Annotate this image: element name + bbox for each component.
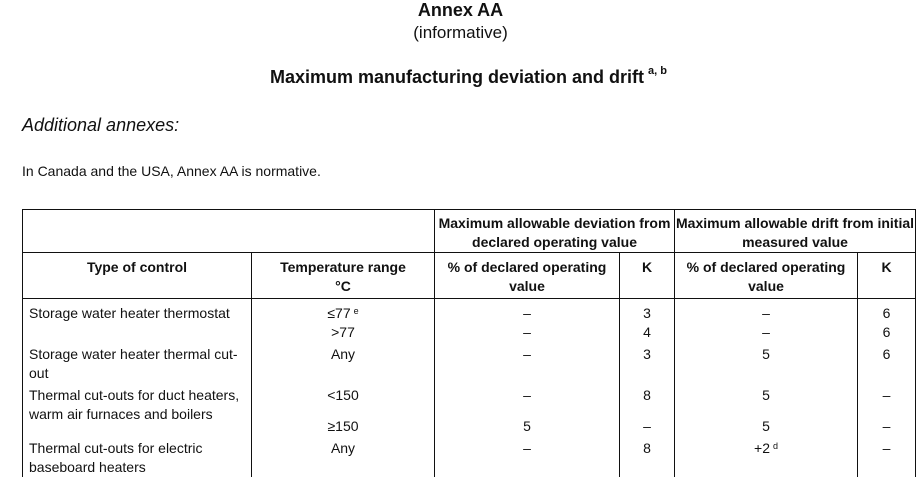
header-k-drift: K (858, 253, 916, 299)
cell-value: ≤77 (327, 305, 351, 321)
cell-value: 5 (523, 418, 531, 434)
cell-value: 3 (643, 346, 651, 362)
cell-value: 6 (882, 346, 891, 362)
cell-line (675, 417, 857, 436)
cell-type-of-control: Storage water heater thermal cut-out (23, 342, 252, 383)
cell-value: ≥150 (327, 418, 359, 434)
cell-k-drift (858, 299, 916, 343)
table-row (23, 342, 916, 383)
cell-line (620, 417, 674, 436)
table-row (23, 436, 916, 477)
cell-pct-deviation (435, 342, 620, 383)
temp-header-line2: °C (335, 278, 351, 294)
cell-k-drift (858, 342, 916, 383)
cell-line (858, 323, 915, 342)
cell-type-of-control: Storage water heater thermostat (23, 299, 252, 343)
cell-pct-deviation (435, 436, 620, 477)
header-k-deviation: K (620, 253, 675, 299)
cell-pct-deviation (435, 383, 620, 436)
table-row (23, 383, 916, 436)
cell-line (620, 345, 674, 364)
cell-value: 8 (643, 440, 651, 456)
cell-line (435, 439, 619, 458)
header-temperature-range (252, 253, 435, 299)
footnote-ref: e (353, 306, 359, 316)
cell-value: – (882, 440, 891, 456)
table-body (23, 299, 916, 478)
temp-header-line1: Temperature range (280, 259, 406, 275)
cell-pct-drift (675, 299, 858, 343)
additional-annexes-label: Additional annexes: (22, 115, 180, 135)
cell-pct-drift (675, 436, 858, 477)
header-type-of-control: Type of control (23, 253, 252, 299)
cell-temperature-range (252, 342, 435, 383)
cell-line (675, 345, 857, 364)
cell-value: 6 (882, 324, 891, 340)
annex-heading (8, 67, 921, 88)
cell-line (675, 439, 857, 458)
cell-line (858, 439, 915, 458)
cell-line (252, 386, 434, 405)
deviation-drift-table (22, 209, 916, 477)
cell-value: – (643, 418, 651, 434)
cell-line (675, 304, 857, 323)
annex-subtitle: (informative) (413, 23, 508, 42)
header-blank (23, 210, 435, 253)
cell-line (675, 386, 857, 405)
heading-text: Maximum manufacturing deviation and drift (270, 67, 645, 87)
cell-line (435, 345, 619, 364)
heading-footnote-refs: a, b (648, 65, 667, 77)
cell-k-deviation (620, 383, 675, 436)
cell-value: Any (330, 346, 356, 362)
annex-title: Annex AA (417, 0, 504, 20)
cell-type-of-control: Thermal cut-outs for duct heaters, warm air furnaces and boilers (23, 383, 252, 436)
cell-k-drift (858, 436, 916, 477)
cell-value: >77 (331, 324, 355, 340)
cell-value: – (523, 440, 531, 456)
header-group-drift: Maximum allowable drift from initial measured value (675, 210, 916, 253)
table-row (23, 299, 916, 343)
header-pct-deviation: % of declared operating value (435, 253, 620, 299)
cell-line (620, 304, 674, 323)
cell-line (252, 304, 434, 323)
cell-k-deviation (620, 299, 675, 343)
footnote-ref: d (772, 441, 778, 451)
cell-line (858, 417, 915, 436)
cell-value: Any (330, 440, 356, 456)
normative-note: In Canada and the USA, Annex AA is normative. (22, 163, 321, 179)
cell-line (435, 386, 619, 405)
cell-value: 5 (762, 418, 770, 434)
cell-value: +2 (754, 440, 770, 456)
cell-value: – (762, 324, 770, 340)
cell-line (435, 417, 619, 436)
cell-line (252, 439, 434, 458)
cell-value: 3 (643, 305, 651, 321)
cell-line (858, 386, 915, 405)
cell-value: – (523, 324, 531, 340)
cell-value: – (523, 346, 531, 362)
cell-pct-deviation (435, 299, 620, 343)
cell-line (620, 439, 674, 458)
cell-temperature-range (252, 436, 435, 477)
cell-line (435, 304, 619, 323)
cell-value: <150 (327, 387, 359, 403)
cell-line (252, 345, 434, 364)
cell-k-drift (858, 383, 916, 436)
cell-value: – (762, 305, 770, 321)
cell-pct-drift (675, 342, 858, 383)
cell-line (620, 323, 674, 342)
cell-value: 5 (762, 346, 770, 362)
cell-line (675, 323, 857, 342)
cell-value: 4 (643, 324, 651, 340)
cell-temperature-range (252, 299, 435, 343)
cell-value: 5 (762, 387, 770, 403)
cell-type-of-control: Thermal cut-outs for electric baseboard heaters (23, 436, 252, 477)
cell-k-deviation (620, 342, 675, 383)
cell-line (252, 417, 434, 436)
cell-value: – (882, 387, 891, 403)
cell-value: 8 (643, 387, 651, 403)
cell-value: 6 (882, 305, 891, 321)
cell-k-deviation (620, 436, 675, 477)
cell-value: – (523, 305, 531, 321)
cell-line (252, 323, 434, 342)
cell-line (620, 386, 674, 405)
header-group-deviation: Maximum allowable deviation from declared operating value (435, 210, 675, 253)
cell-value: – (882, 418, 891, 434)
cell-line (435, 323, 619, 342)
header-pct-drift: % of declared operating value (675, 253, 858, 299)
cell-temperature-range (252, 383, 435, 436)
cell-line (858, 345, 915, 364)
cell-value: – (523, 387, 531, 403)
cell-pct-drift (675, 383, 858, 436)
cell-line (858, 304, 915, 323)
